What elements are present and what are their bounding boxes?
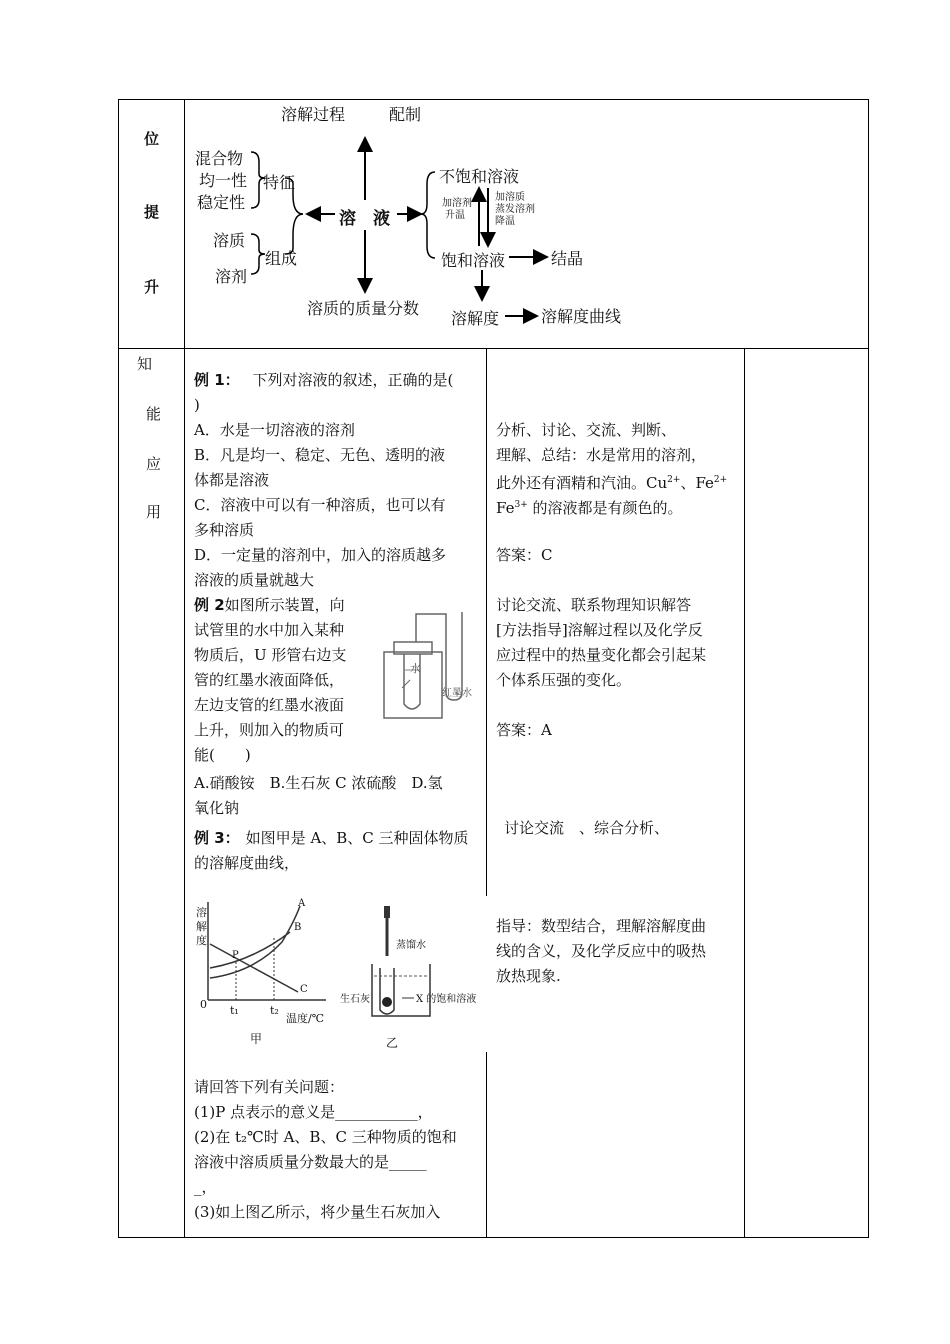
beaker-water-label: 蒸馏水 — [396, 940, 426, 951]
cm-solubility: 溶解度 — [451, 309, 500, 328]
table-border-left — [118, 99, 119, 1238]
ex1-title-label: 例 1： — [194, 371, 240, 389]
graph-curve-label-B: B — [294, 922, 302, 933]
graph-xlabel: 温度/℃ — [286, 1012, 325, 1025]
graph-caption: 甲 — [250, 1032, 263, 1046]
graph-ylabel: 度 — [196, 934, 207, 947]
graph-t2: t₂ — [270, 1004, 279, 1017]
curve-A — [210, 906, 300, 978]
ex3-question: (3)如上图乙所示，将少量生石灰加入 — [194, 1203, 441, 1221]
cm-down-text: 蒸发溶剂 — [495, 204, 535, 215]
ex3-question: (1)P 点表示的意义是___________， — [194, 1103, 433, 1121]
cm-up-text: 升温 — [445, 210, 465, 221]
beaker-svg — [340, 898, 484, 1048]
ion-fe-sup: 2+ — [713, 475, 728, 485]
ex1-option: 多种溶质 — [194, 521, 255, 539]
table-border-mid — [118, 348, 869, 349]
rc-block1-line — [496, 468, 727, 496]
curve-C — [210, 944, 298, 992]
rc-block1-line-text: 此外还有酒精和汽油。 — [496, 474, 647, 492]
ex1-question-end: ) — [194, 396, 200, 414]
ex2-line — [194, 593, 345, 618]
table-col-divider-2b — [486, 1052, 487, 1238]
ion-sep: 、Fe — [680, 474, 714, 492]
apparatus-drawing — [382, 608, 482, 720]
ex2-option: A.硝酸铵 B.生石灰 C 浓硫酸 D.氢 — [194, 774, 443, 792]
solubility-graph — [194, 898, 334, 1048]
ex3-line: 的溶解度曲线， — [194, 854, 300, 872]
ex2-apparatus-figure — [382, 608, 482, 720]
ion-cu: Cu — [646, 474, 668, 492]
concept-map-lines — [185, 100, 868, 348]
ion-fe3-sup: 3+ — [514, 500, 528, 510]
ion-cu-sup: 2+ — [667, 475, 681, 485]
rc-block1-line: 分析、讨论、交流、判断、 — [496, 421, 677, 439]
ex2-line: 管的红墨水液面降低， — [194, 671, 345, 689]
rc-block3: 讨论交流 、综合分析、 — [504, 819, 670, 837]
graph-curve-label-A: A — [298, 898, 306, 909]
beaker-caption: 乙 — [386, 1036, 399, 1050]
rc-block2-line: 讨论交流、联系物理知识解答 — [496, 596, 692, 614]
cm-composition-item: 溶质 — [213, 231, 246, 250]
graph-point-P: P — [232, 950, 239, 961]
ex3-title: 例 3： — [194, 829, 240, 847]
table-col-divider-2 — [486, 348, 487, 896]
section1-label-char: 升 — [144, 278, 160, 296]
rc-block2-line: 应过程中的热量变化都会引起某 — [496, 646, 707, 664]
cm-down-text: 加溶质 — [495, 192, 525, 203]
cm-solubility-curve: 溶解度曲线 — [541, 307, 622, 326]
beaker-figure — [340, 898, 484, 1048]
section1-label-char: 提 — [144, 203, 160, 221]
graph-ylabel: 解 — [196, 920, 207, 933]
beaker-solution-label: X 的饱和溶液 — [416, 994, 477, 1005]
ex2-title: 例 2 — [194, 596, 225, 614]
cm-top-right: 配制 — [389, 105, 422, 124]
ex3-question: 请回答下列有关问题： — [194, 1078, 345, 1096]
graph-curve-label-C: C — [300, 984, 308, 995]
rc-block4-line: 指导：数型结合，理解溶解度曲 — [496, 917, 707, 935]
cm-composition-item: 溶剂 — [215, 267, 248, 286]
ex2-line: 能( ) — [194, 746, 251, 764]
ex3-question: _， — [194, 1178, 217, 1196]
concept-map — [185, 100, 868, 348]
graph-origin: 0 — [200, 998, 207, 1011]
ex1-option: B．凡是均一、稳定、无色、透明的液 — [194, 446, 446, 464]
cm-up-text: 加溶剂 — [442, 198, 472, 209]
rc-ions-line — [496, 493, 683, 521]
apparatus-water-label: 水 — [410, 662, 421, 675]
ex2-line: 上升，则加入的物质可 — [194, 721, 345, 739]
rc-block2-line: 个体系压强的变化。 — [496, 671, 632, 689]
ex1-title — [194, 368, 453, 393]
section2-label-char: 用 — [146, 503, 162, 521]
ex1-option: D．一定量的溶剂中，加入的溶质越多 — [194, 546, 447, 564]
apparatus-ink-label: 红墨水 — [442, 688, 472, 699]
cm-feature-item: 稳定性 — [197, 193, 246, 212]
cm-top-left: 溶解过程 — [281, 105, 346, 124]
cm-crystal: 结晶 — [551, 249, 584, 268]
section2-label-char: 知 — [137, 355, 153, 373]
section1-label-char: 位 — [144, 130, 160, 148]
cm-down-text: 降温 — [495, 216, 515, 227]
table-col-divider-3 — [744, 348, 745, 1238]
rc-block1-line: 理解、总结：水是常用的溶剂， — [496, 446, 707, 464]
ex2-line: 试管里的水中加入某种 — [194, 621, 345, 639]
graph-ylabel: 溶 — [196, 906, 207, 919]
ion-fe3: Fe — [496, 499, 515, 517]
table-border-bottom — [118, 1237, 869, 1238]
rc-block4-line: 线的含义，及化学反应中的吸热 — [496, 942, 707, 960]
section2-label-char: 应 — [146, 455, 162, 473]
ex2-line: 左边支管的红墨水液面 — [194, 696, 345, 714]
ex1-option: C．溶液中可以有一种溶质，也可以有 — [194, 496, 446, 514]
ex3-line — [194, 826, 469, 851]
beaker-lime-label: 生石灰 — [340, 994, 370, 1005]
ex3-question: 溶液中溶质质量分数最大的是_____ — [194, 1153, 427, 1171]
section2-label-char: 能 — [146, 405, 162, 423]
ion-tail: 的溶液都是有颜色的。 — [527, 499, 683, 517]
ex1-option: 体都是溶液 — [194, 471, 270, 489]
cm-composition-label: 组成 — [265, 249, 298, 268]
table-border-right — [868, 99, 869, 1238]
ex1-option: 溶液的质量就越大 — [194, 571, 315, 589]
graph-t1: t₁ — [230, 1004, 239, 1017]
rc-block2-line: [方法指导]溶解过程以及化学反 — [496, 621, 703, 639]
ex3-question: (2)在 t₂℃时 A、B、C 三种物质的饱和 — [194, 1128, 457, 1146]
ex1-option: A．水是一切溶液的溶剂 — [194, 421, 355, 439]
cm-feature-item: 混合物 — [195, 149, 244, 168]
ex2-line-text: 如图所示装置，向 — [224, 596, 345, 614]
ex2-option: 氧化钠 — [194, 799, 240, 817]
rc-block4-line: 放热现象. — [496, 967, 561, 985]
rc-answer1: 答案：C — [496, 546, 553, 564]
ex3-line-text: 如图甲是 A、B、C 三种固体物质 — [245, 829, 469, 847]
cm-features-label: 特征 — [263, 173, 296, 192]
cm-bottom: 溶质的质量分数 — [307, 299, 420, 318]
ex2-line: 物质后，U 形管右边支 — [194, 646, 347, 664]
cm-saturated: 饱和溶液 — [441, 251, 506, 270]
rc-answer2: 答案：A — [496, 721, 552, 739]
ex1-question: 下列对溶液的叙述，正确的是( — [252, 371, 454, 389]
cm-unsaturated: 不饱和溶液 — [439, 167, 520, 186]
cm-feature-item: 均一性 — [199, 171, 248, 190]
cm-center: 溶 液 — [339, 209, 390, 229]
